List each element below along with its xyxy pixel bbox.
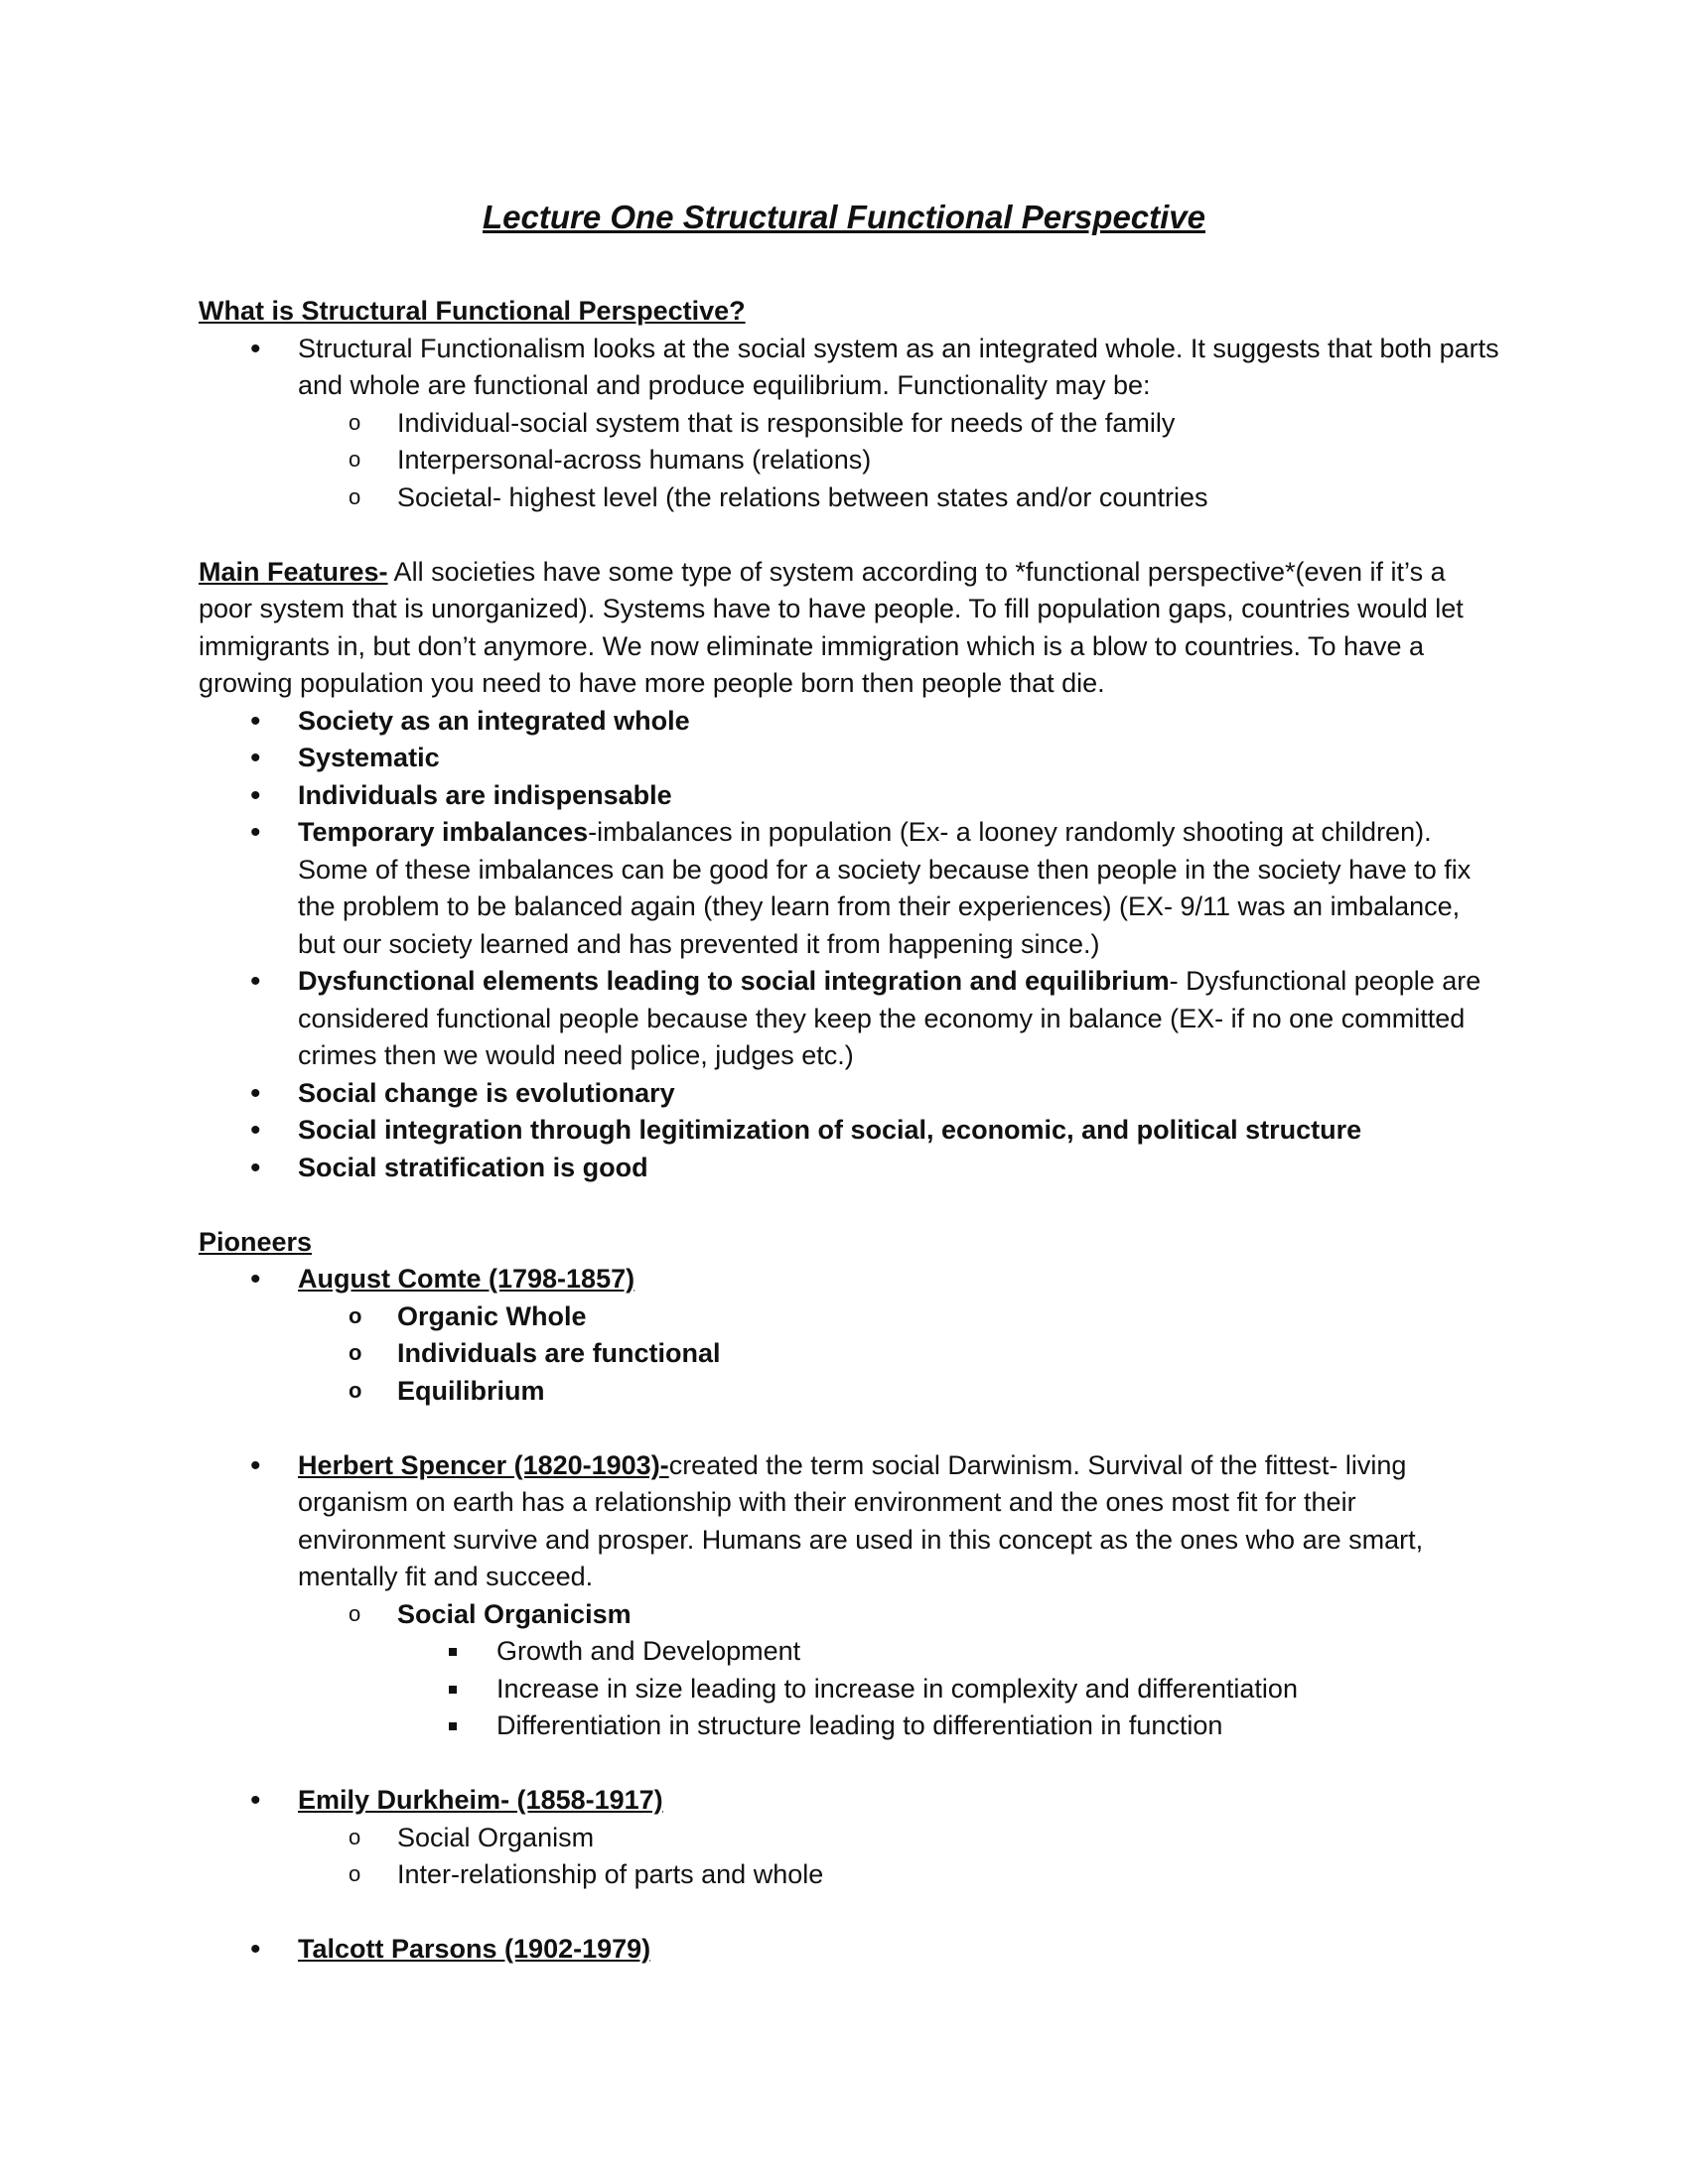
- feature-term: Society as an integrated whole: [298, 705, 690, 736]
- pioneer-name: Talcott Parsons (1902-1979): [298, 1934, 651, 1964]
- feature-term: Individuals are indispensable: [298, 779, 672, 810]
- spacer: [298, 1894, 1499, 1932]
- pioneer-durkheim: [199, 1782, 1499, 1931]
- list-item: [199, 1112, 1499, 1150]
- list-item: [199, 703, 1499, 741]
- list-item: [199, 1075, 1499, 1113]
- what-sublist: [298, 405, 1499, 517]
- feature-description: - Dysfunctional people are considered functional people because they keep the economy in balance (EX- if no one committed crimes then we would need police, judges etc.): [298, 966, 1481, 1070]
- list-item: [199, 777, 1499, 815]
- feature-term: Social integration through legitimization of social, economic, and political structure: [298, 1115, 1362, 1145]
- list-item: Increase in size leading to increase in complexity and differentiation: [397, 1671, 1499, 1708]
- feature-term: Dysfunctional elements leading to social integration and equilibrium: [298, 966, 1170, 996]
- pioneer-description: created the term social Darwinism. Survival of the fittest- living organism on earth has a relationship with their environment and the ones most fit for their environment survive and prosper. Humans are used in this concept as the ones who are smart, mentally fit and succeed.: [298, 1449, 1424, 1591]
- page-title: Lecture One Structural Functional Perspective: [482, 199, 1206, 235]
- list-item: [199, 814, 1499, 963]
- section-heading-pioneers: Pioneers: [199, 1226, 313, 1257]
- feature-description: -imbalances in population (Ex- a looney randomly shooting at children). Some of these imbalances can be good for a society because then people in the society have to fix the problem to be balanced again (they learn from their experiences) (EX- 9/11 was an imbalance, but our society learned and has prevented it from happening since.): [298, 817, 1472, 959]
- feature-term: Temporary imbalances: [298, 817, 589, 847]
- list-item: o Inter-relationship of parts and whole: [298, 1856, 1499, 1894]
- what-bullet-text: Structural Functionalism looks at the social system as an integrated whole. It suggests that both parts and whole are functional and produce equilibrium. Functionality may be:: [298, 333, 1499, 400]
- list-item: o Interpersonal-across humans (relations): [298, 442, 1499, 479]
- pioneer-name: Emily Durkheim- (1858-1917): [298, 1785, 663, 1815]
- feature-term: Social change is evolutionary: [298, 1077, 675, 1108]
- spacer: [199, 1186, 1499, 1224]
- durkheim-sublist: [298, 1820, 1499, 1894]
- pioneer-name: August Comte (1798-1857): [298, 1264, 635, 1294]
- comte-sublist: [298, 1298, 1499, 1411]
- list-item: o Individuals are functional: [298, 1335, 1499, 1373]
- features-paragraph: [199, 554, 1499, 703]
- list-item: [199, 740, 1499, 777]
- list-item: [199, 963, 1499, 1075]
- feature-term: Social stratification is good: [298, 1152, 648, 1182]
- list-item: Differentiation in structure leading to differentiation in function: [397, 1707, 1499, 1745]
- sub-heading: Social Organicism: [397, 1598, 632, 1629]
- section-heading-what: What is Structural Functional Perspective?: [199, 296, 746, 326]
- list-item: o Organic Whole: [298, 1298, 1499, 1336]
- spacer: [199, 516, 1499, 554]
- document-body: [199, 293, 1499, 1969]
- feature-term: Systematic: [298, 743, 440, 772]
- spacer: [298, 1410, 1499, 1447]
- pioneers-list: [199, 1261, 1499, 1969]
- pioneer-name: Herbert Spencer (1820-1903)-: [298, 1449, 669, 1480]
- pioneer-spencer: [199, 1447, 1499, 1783]
- list-item: [199, 331, 1499, 517]
- pioneer-parsons: [199, 1931, 1499, 1969]
- spencer-sublist: [298, 1596, 1499, 1745]
- features-intro: All societies have some type of system according to *functional perspective*(even if it’s a poor system that is unorganized). Systems have to have people. To fill population gaps, countries would let immigrants in, but don’t anymore. We now eliminate immigration which is a blow to countries. To have a growing population you need to have more people born then people that die.: [199, 556, 1464, 698]
- spacer: [298, 1745, 1499, 1783]
- list-item: o Individual-social system that is responsible for needs of the family: [298, 405, 1499, 443]
- section-heading-features: Main Features-: [199, 556, 388, 587]
- spencer-subsublist: [397, 1633, 1499, 1745]
- list-item: o Equilibrium: [298, 1373, 1499, 1411]
- list-item: [298, 1596, 1499, 1745]
- list-item: o Social Organism: [298, 1820, 1499, 1857]
- pioneer-comte: [199, 1261, 1499, 1447]
- list-item: o Societal- highest level (the relations between states and/or countries: [298, 479, 1499, 517]
- what-list: [199, 331, 1499, 517]
- list-item: Growth and Development: [397, 1633, 1499, 1671]
- list-item: [199, 1150, 1499, 1187]
- features-list: [199, 703, 1499, 1187]
